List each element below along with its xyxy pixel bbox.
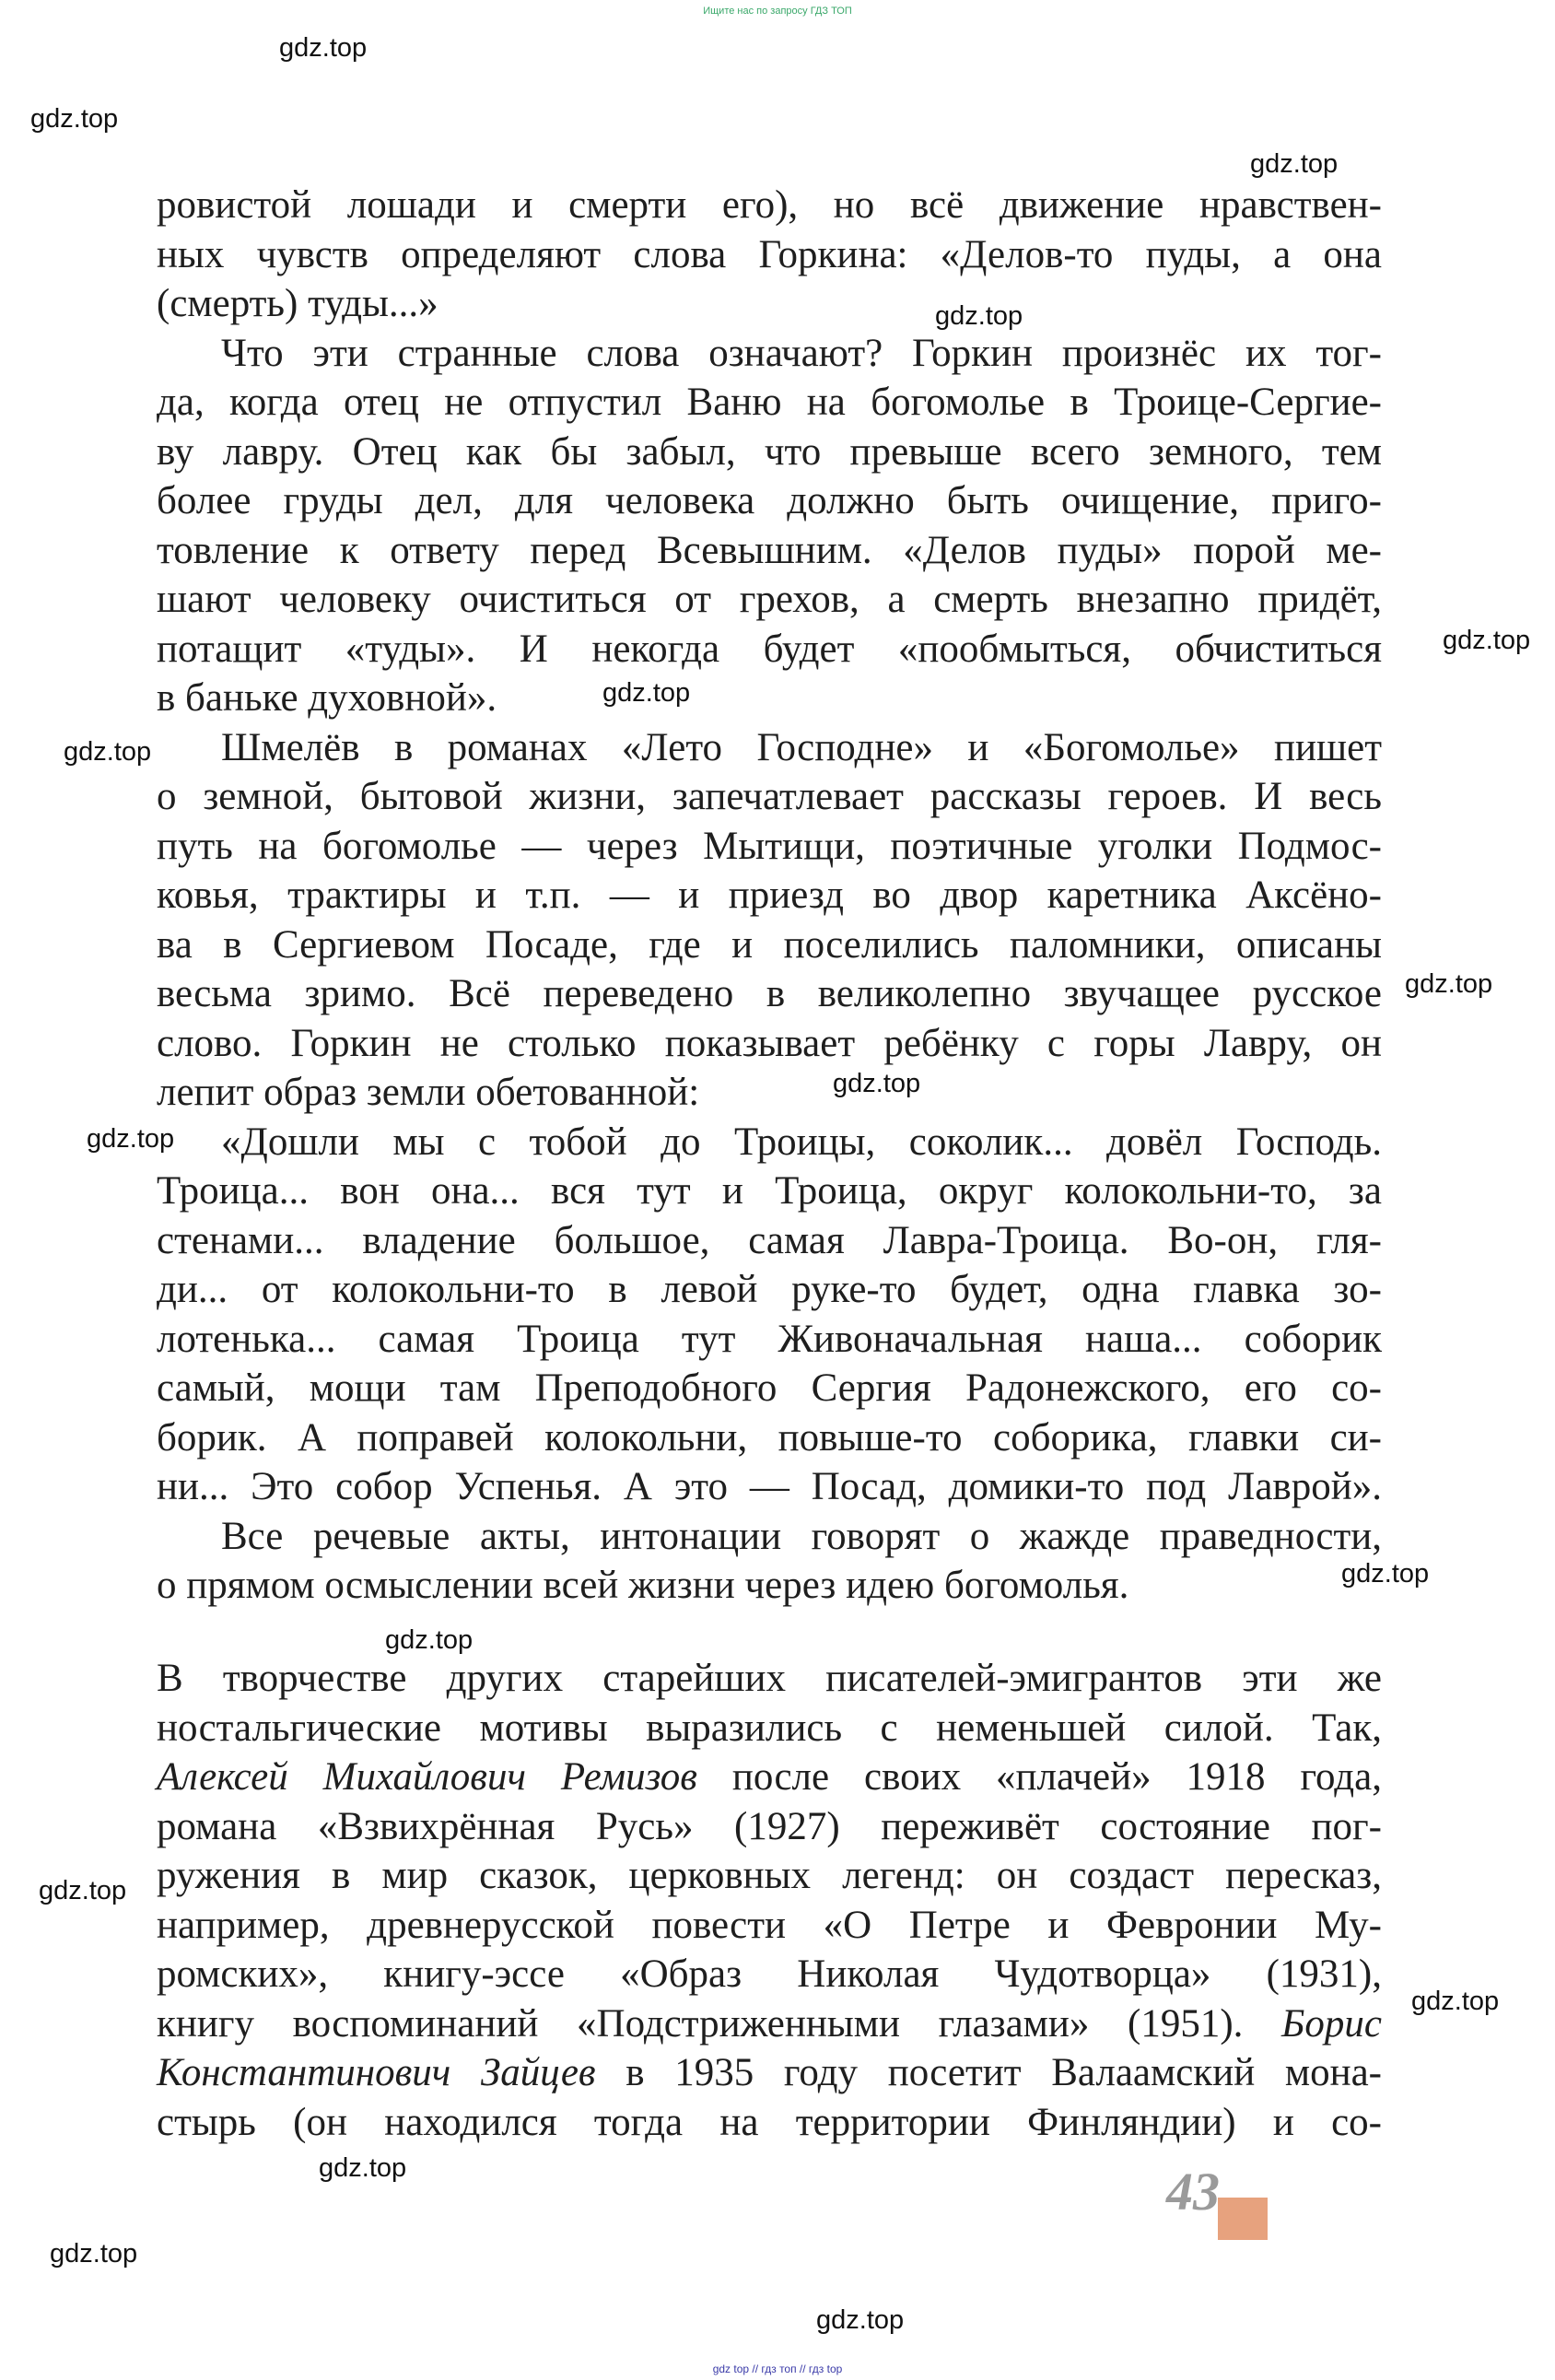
watermark: gdz.top: [833, 1069, 921, 1098]
text-line: В творчестве других старейших писателей-эмигрантов эти же: [157, 1657, 1382, 1700]
text-line: ву лавру. Отец как бы забыл, что превыше всего земного, тем: [157, 429, 1382, 474]
watermark: gdz.top: [87, 1124, 175, 1154]
text-fragment: после своих «плачей» 1918 года,: [696, 1755, 1382, 1799]
watermark: gdz.top: [39, 1876, 127, 1905]
author-name-zaitsev: Константинович Зайцев: [157, 2051, 596, 2094]
text-line: более груды дел, для человека должно быть очищение, приго-: [157, 479, 1382, 522]
text-fragment: книгу воспоминаний «Подстриженными глазами» (1951).: [157, 2001, 1282, 2046]
text-line: ни... Это собор Успенья. А это — Посад, домики-то под Лаврой».: [157, 1465, 1382, 1508]
watermark: gdz.top: [64, 737, 152, 767]
text-line: ва в Сергиевом Посаде, где и поселились паломники, описаны: [157, 922, 1382, 967]
text-line: да, когда отец не отпустил Ваню на богомолье в Троице-Сергие-: [157, 381, 1382, 424]
text-line: о земной, бытовой жизни, запечатлевает рассказы героев. И весь: [157, 775, 1382, 818]
text-line: например, древнерусской повести «О Петре и Февронии Му-: [157, 1903, 1382, 1947]
text-line: шают человеку очиститься от грехов, а смерть внезапно придёт,: [157, 578, 1382, 621]
text-line: ностальгические мотивы выразились с неменьшей силой. Так,: [157, 1706, 1382, 1750]
watermark: gdz.top: [1443, 626, 1531, 655]
text-line: «Дошли мы с тобой до Троицы, соколик... довёл Господь.: [221, 1120, 1382, 1164]
text-line: стырь (он находился тогда на территории Финляндии) и со-: [157, 2100, 1382, 2144]
watermark: gdz.top: [602, 678, 691, 708]
text-line: лотенька... самая Троица тут Живоначальная наша... соборик: [157, 1317, 1382, 1361]
watermark: gdz.top: [50, 2239, 138, 2269]
text-line: путь на богомолье — через Мытищи, поэтичные уголки Подмос-: [157, 824, 1382, 868]
author-name-remizov: Алексей Михайлович Ремизов: [157, 1755, 697, 1799]
text-line: ковья, трактиры и т.п. — и приезд во двор каретника Аксёно-: [157, 873, 1382, 917]
text-line: самый, мощи там Преподобного Сергия Радонежского, его со-: [157, 1366, 1382, 1410]
watermark: gdz.top: [385, 1625, 474, 1655]
text-line: потащит «туды». И некогда будет «пообмыться, обчиститься: [157, 627, 1382, 671]
text-line: лепит образ земли обетованной:: [157, 1071, 700, 1114]
text-line: [157, 1999, 1382, 2049]
footer-watermark: gdz top // гдз топ // гдз top: [712, 2362, 843, 2375]
text-line: Шмелёв в романах «Лето Господне» и «Богомолье» пишет: [221, 725, 1382, 769]
text-line: ромских», книгу-эссе «Образ Николая Чудотворца» (1931),: [157, 1952, 1382, 1996]
text-line: товление к ответу перед Всевышним. «Делов пуды» порой ме-: [157, 528, 1382, 572]
watermark: gdz.top: [319, 2153, 407, 2183]
text-line: ровистой лошади и смерти его), но всё движение нравствен-: [157, 183, 1382, 227]
watermark: gdz.top: [816, 2305, 905, 2335]
page-number: 43: [1166, 2162, 1220, 2222]
text-line: ружения в мир сказок, церковных легенд: он создаст пересказ,: [157, 1854, 1382, 1897]
watermark: gdz.top: [935, 301, 1023, 331]
text-line: ди... от колокольни-то в левой руке-то будет, одна главка зо-: [157, 1268, 1382, 1311]
page-number-marker: [1218, 2198, 1268, 2240]
text-block-2: [157, 1654, 1382, 2147]
text-fragment: в 1935 году посетит Валаамский мона-: [595, 2051, 1382, 2094]
text-block-1: [157, 181, 1382, 1611]
watermark: gdz.top: [1411, 1987, 1500, 2016]
watermark: gdz.top: [30, 104, 119, 134]
text-line: (смерть) туды...»: [157, 282, 438, 325]
text-line: Троица... вон она... вся тут и Троица, округ колокольни-то, за: [157, 1169, 1382, 1213]
text-line: Все речевые акты, интонации говорят о жажде праведности,: [221, 1514, 1382, 1558]
text-line: [157, 2048, 1382, 2098]
text-line: слово. Горкин не столько показывает ребёнку с горы Лавру, он: [157, 1021, 1382, 1065]
text-line: романа «Взвихрённая Русь» (1927) переживёт состояние пог-: [157, 1804, 1382, 1848]
text-line: о прямом осмыслении всей жизни через идею богомолья.: [157, 1564, 1129, 1607]
text-line: стенами... владение большое, самая Лавра-Троица. Во-он, гля-: [157, 1218, 1382, 1262]
text-line: в баньке духовной».: [157, 676, 497, 720]
watermark: gdz.top: [1405, 969, 1493, 999]
text-line: весьма зримо. Всё переведено в великолепно звучащее русское: [157, 972, 1382, 1015]
text-line: [157, 1753, 1382, 1802]
text-line: ных чувств определяют слова Горкина: «Делов-то пуды, а она: [157, 232, 1382, 276]
text-line: Что эти странные слова означают? Горкин произнёс их тог-: [221, 331, 1382, 375]
author-name-zaitsev: Борис: [1281, 2001, 1382, 2046]
search-hint-banner: Ищите нас по запросу ГДЗ ТОП: [703, 6, 852, 17]
watermark: gdz.top: [1341, 1559, 1430, 1589]
watermark: gdz.top: [1250, 149, 1339, 179]
watermark: gdz.top: [279, 33, 368, 63]
text-line: борик. А поправей колокольни, повыше-то соборика, главки си-: [157, 1415, 1382, 1460]
